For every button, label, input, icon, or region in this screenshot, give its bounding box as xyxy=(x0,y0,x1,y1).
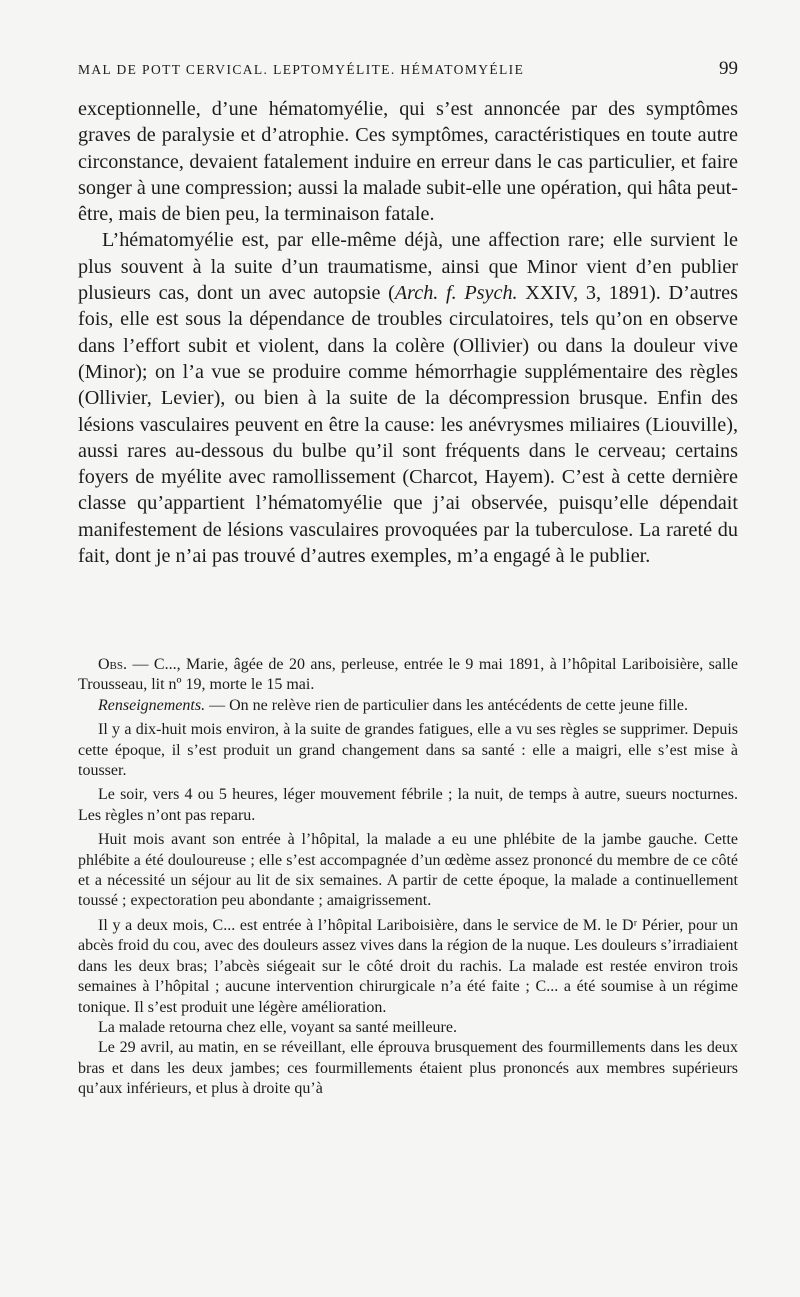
obs-intro xyxy=(78,655,738,696)
page-header xyxy=(78,58,738,84)
renseignements xyxy=(78,696,738,716)
paragraph-2 xyxy=(78,227,738,569)
paragraph-2-end: XXIV, 3, 1891). D’autres fois, elle est sous la dépendance de troubles circulatoires, tels qu’on en observe dans l’effort subit et violent, dans la colère (Ollivier) ou dans la douleur vive (Minor); on l’a vue se produire comme hémorrhagie supplémentaire des règles (Ollivier, Levier), ou bien à la suite de la décompression brusque. Enfin des lésions vasculaires peuvent en être la cause: les anévrysmes miliaires (Liouville), aussi rares au-dessous du bulbe qu’il sont fréquents dans le cerveau; certains foyers de myélite avec ramollissement (Charcot, Hayem). C’est à cette dernière classe qu’appartient l’hématomyélie que j’ai observée, puisqu’elle dépendait manifestement de lésions vasculaires provoquées par la tuberculose. La rareté du fait, dont je n’ai pas trouvé d’autres exemples, m’a engagé à le publier. xyxy=(78,282,738,568)
obs-label: Obs. xyxy=(98,656,128,673)
obs-paragraph-6: Il y a deux mois, C... est entrée à l’hôpital Lariboisière, dans le service de M. le Dʳ Périer, pour un abcès froid du cou, avec des douleurs assez vives dans la région de la nuque. Les douleurs s’irradiaient dans les deux bras; l’abcès siégeait sur le côté droit du rachis. La malade est restée environ trois semaines à l’hôpital ; aucune intervention chirurgicale n’a été faite ; C... a été soumise à un régime tonique. Il s’est produit une légère amélioration. xyxy=(78,916,738,1016)
paragraph-2-start: L’hématomyélie est, par elle-même déjà, une affection rare; elle survient le plus souvent à la suite d’un traumatisme, ainsi que Minor vient d’en publier plusieurs cas, dont un avec autopsie ( xyxy=(78,229,738,305)
obs-paragraph-8: Le 29 avril, au matin, en se réveillant, elle éprouva brusquement des fourmillements dans les deux bras et dans les deux jambes; ces fourmillements étaient plus prononcés aux membres supérieurs qu’aux inférieurs, et plus à droite qu’à xyxy=(78,1039,738,1098)
running-title: MAL DE POTT CERVICAL. LEPTOMYÉLITE. HÉMATOMYÉLIE xyxy=(78,62,525,77)
journal-reference: Arch. f. Psych. xyxy=(394,282,518,305)
observation-section xyxy=(78,655,738,1100)
page-number: 99 xyxy=(719,58,738,79)
paragraph-1: exceptionnelle, d’une hématomyélie, qui s’est annoncée par des symptômes graves de paralysie et d’atrophie. Ces symptômes, caractéristiques en toute autre circonstance, devaient fatalement induire en erreur dans le cas particulier, et faire songer à une compression; aussi la malade subit-elle une opération, qui hâta peut-être, mais de bien peu, la terminaison fatale. xyxy=(78,98,738,226)
obs-paragraph-4: Le soir, vers 4 ou 5 heures, léger mouvement fébrile ; la nuit, de temps à autre, sueurs nocturnes. Les règles n’ont pas reparu. xyxy=(78,786,738,824)
renseignements-text: — On ne relève rien de particulier dans les antécédents de cette jeune fille. xyxy=(205,696,688,714)
main-text xyxy=(78,96,738,569)
obs-paragraph-7: La malade retourna chez elle, voyant sa santé meilleure. xyxy=(98,1018,457,1036)
renseignements-label: Renseignements. xyxy=(98,696,206,714)
obs-paragraph-3: Il y a dix-huit mois environ, à la suite de grandes fatigues, elle a vu ses règles se supprimer. Depuis cette époque, il s’est produit un grand changement dans sa santé : elle a maigri, elle s’est mise à tousser. xyxy=(78,721,738,780)
obs-intro-text: — C..., Marie, âgée de 20 ans, perleuse, entrée le 9 mai 1891, à l’hôpital Lariboisière, salle Trousseau, lit nº 19, morte le 15 mai. xyxy=(78,656,738,694)
obs-paragraph-5: Huit mois avant son entrée à l’hôpital, la malade a eu une phlébite de la jambe gauche. Cette phlébite a été douloureuse ; elle s’est accompagnée d’un œdème assez prononcé du membre de ce côté et a nécessité un séjour au lit de six semaines. A partir de cette époque, la malade a continuellement toussé ; expectoration peu abondante ; amaigrissement. xyxy=(78,831,738,910)
